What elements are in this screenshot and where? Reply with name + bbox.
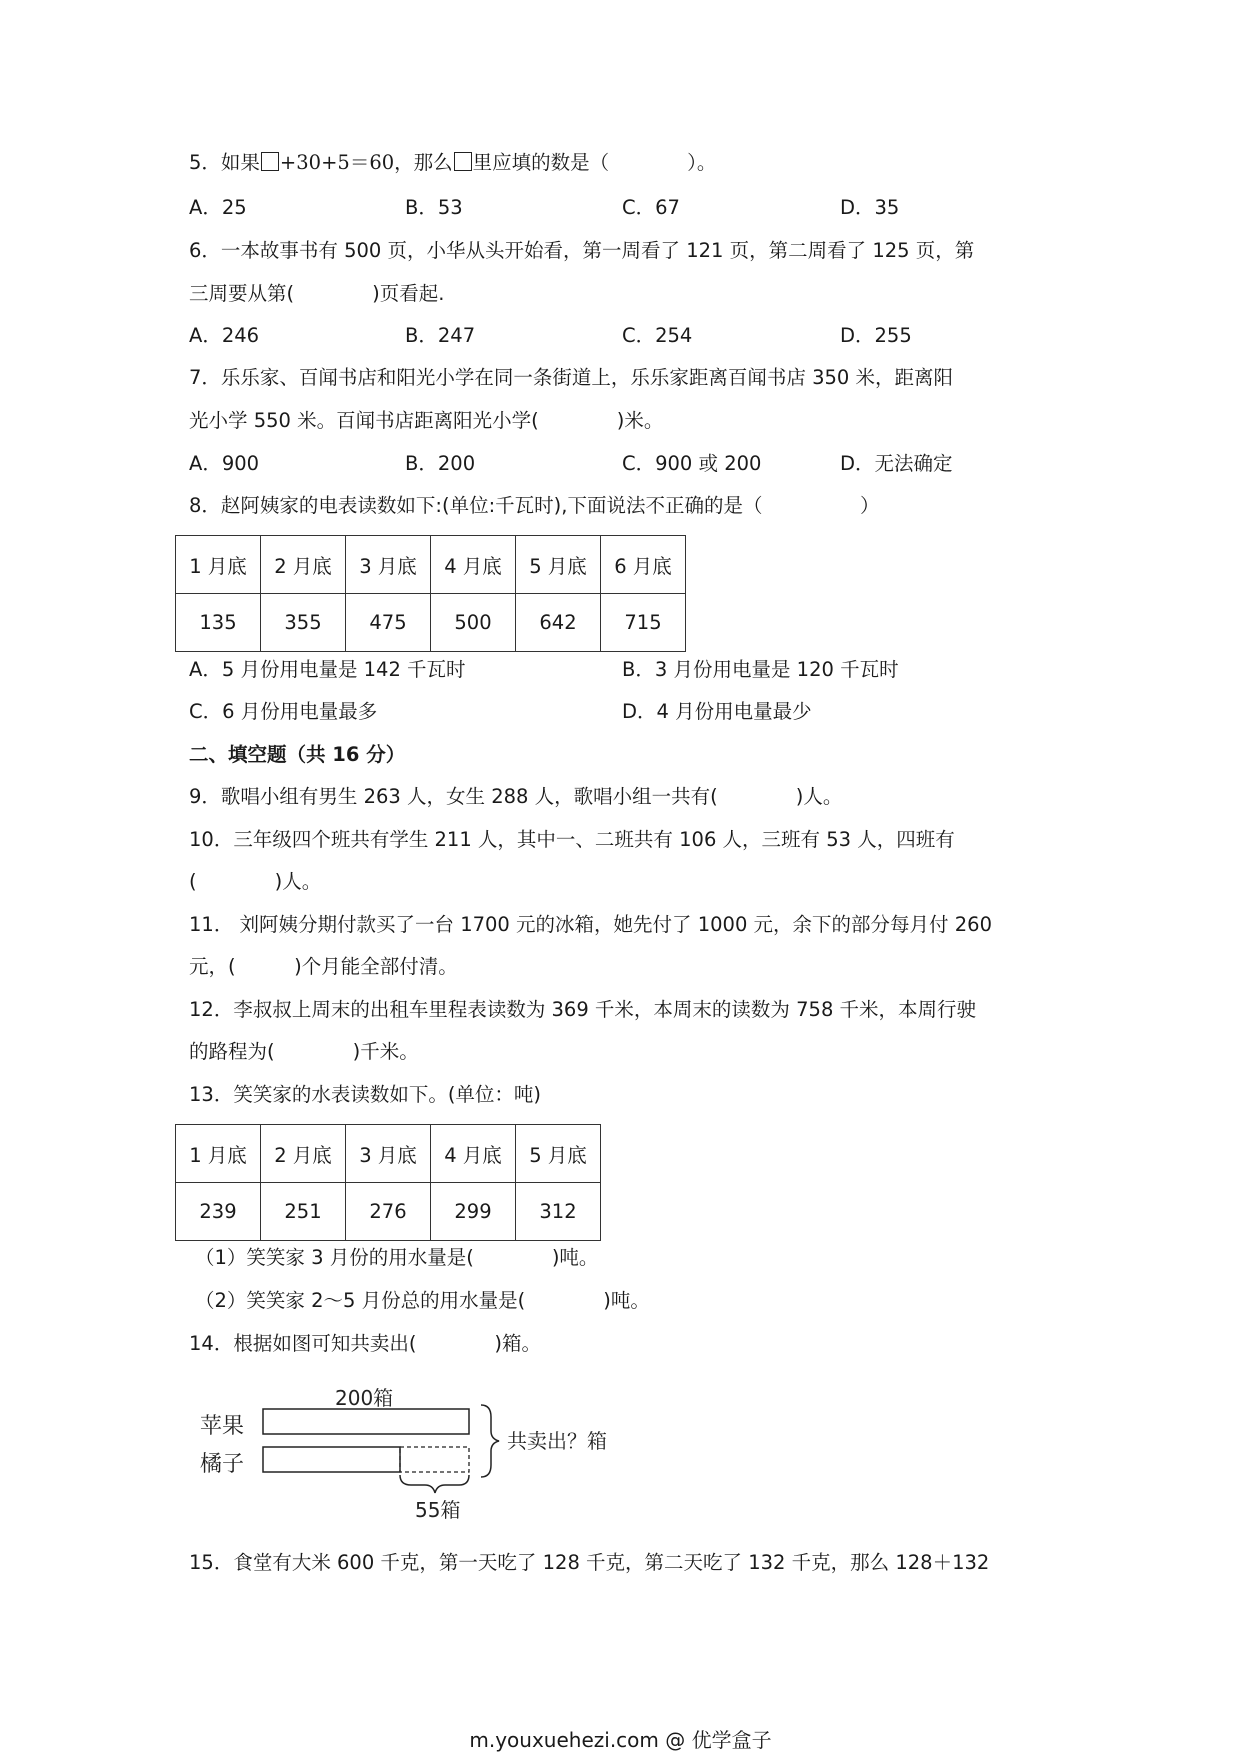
table-value-cell: 642 — [516, 594, 601, 652]
q11-line1: 11． 刘阿姨分期付款买了一台 1700 元的冰箱，她先付了 1000 元，余下的部分每月付 260 — [189, 913, 992, 936]
q12-line1: 12．李叔叔上周末的出租车里程表读数为 369 千米，本周末的读数为 758 千米，本周行驶 — [189, 998, 977, 1021]
water-meter-table — [175, 1124, 601, 1241]
q6-option-c: C．254 — [622, 324, 693, 347]
q6-option-a: A．246 — [189, 324, 260, 347]
section-title: 二、填空题（共 16 分） — [189, 743, 406, 766]
table-header-cell: 1 月底 — [176, 536, 261, 594]
electric-meter-table — [175, 535, 686, 652]
total-brace-icon — [481, 1405, 499, 1477]
q7-option-c: C．900 或 200 — [622, 452, 762, 475]
diagram-apple-label: 苹果 — [200, 1414, 245, 1439]
table-value-cell: 299 — [431, 1183, 516, 1241]
table-header-cell: 3 月底 — [346, 536, 431, 594]
q5-option-c: C．67 — [622, 196, 680, 219]
table-value-cell: 500 — [431, 594, 516, 652]
q6-line2: 三周要从第( )页看起. — [189, 282, 445, 305]
table-value-cell: 355 — [261, 594, 346, 652]
q5-text-a: 5．如果 — [189, 151, 260, 174]
q5-stem — [189, 149, 716, 177]
table-header-cell: 4 月底 — [431, 536, 516, 594]
q13-sub2: （2）笑笑家 2～5 月份总的用水量是( )吨。 — [195, 1289, 650, 1312]
table-header-cell: 1 月底 — [176, 1125, 261, 1183]
q5-option-b: B．53 — [405, 196, 463, 219]
table-value-cell: 239 — [176, 1183, 261, 1241]
q7-line2: 光小学 550 米。百闻书店距离阳光小学( )米。 — [189, 409, 664, 432]
table-header-cell: 3 月底 — [346, 1125, 431, 1183]
blank-square-icon — [454, 152, 472, 171]
table-value-cell: 475 — [346, 594, 431, 652]
diagram-top-label: 200箱 — [335, 1386, 394, 1410]
orange-difference-dashed — [400, 1447, 469, 1472]
q8-option-a: A．5 月份用电量是 142 千瓦时 — [189, 658, 466, 681]
q12-line2: 的路程为( )千米。 — [189, 1040, 419, 1063]
table-value-cell: 715 — [601, 594, 686, 652]
table-header-cell: 2 月底 — [261, 536, 346, 594]
q8-line1: 8．赵阿姨家的电表读数如下:(单位:千瓦时),下面说法不正确的是（ ） — [189, 494, 880, 517]
diagram-total-label: 共卖出？箱 — [507, 1429, 607, 1453]
q8-option-c: C．6 月份用电量最多 — [189, 700, 378, 723]
q10-line2: ( )人。 — [189, 870, 322, 893]
difference-brace-icon — [400, 1475, 469, 1493]
q5-option-d: D．35 — [840, 196, 900, 219]
sales-bar-diagram — [189, 1375, 639, 1529]
q7-option-b: B．200 — [405, 452, 476, 475]
q5-option-a: A．25 — [189, 196, 247, 219]
q9-line1: 9．歌唱小组有男生 263 人，女生 288 人，歌唱小组一共有( )人。 — [189, 785, 843, 808]
table-header-cell: 6 月底 — [601, 536, 686, 594]
q6-line1: 6．一本故事书有 500 页，小华从头开始看，第一周看了 121 页，第二周看了 125 页，第 — [189, 239, 975, 262]
q13-line1: 13．笑笑家的水表读数如下。(单位：吨) — [189, 1083, 542, 1106]
q8-option-d: D．4 月份用电量最少 — [622, 700, 812, 723]
q8-option-b: B．3 月份用电量是 120 千瓦时 — [622, 658, 899, 681]
q5-text-c: 里应填的数是（ ）。 — [472, 151, 717, 174]
table-value-cell: 251 — [261, 1183, 346, 1241]
q7-line1: 7．乐乐家、百闻书店和阳光小学在同一条街道上，乐乐家距离百闻书店 350 米，距离阳 — [189, 366, 954, 389]
table-value-cell: 312 — [516, 1183, 601, 1241]
footer-watermark: m.youxuehezi.com @ 优学盒子 — [469, 1728, 772, 1752]
table-header-cell: 5 月底 — [516, 536, 601, 594]
diagram-orange-label: 橘子 — [200, 1452, 245, 1477]
q13-sub1: （1）笑笑家 3 月份的用水量是( )吨。 — [195, 1246, 599, 1269]
q11-line2: 元，( )个月能全部付清。 — [189, 955, 458, 978]
q7-option-d: D．无法确定 — [840, 452, 953, 475]
q5-text-b: +30+5＝60，那么 — [279, 151, 453, 174]
orange-bar — [263, 1447, 400, 1472]
q6-option-b: B．247 — [405, 324, 476, 347]
diagram-bottom-label: 55箱 — [415, 1498, 461, 1522]
q10-line1: 10．三年级四个班共有学生 211 人，其中一、二班共有 106 人，三班有 53 人，四班有 — [189, 828, 955, 851]
table-value-cell: 135 — [176, 594, 261, 652]
table-header-cell: 5 月底 — [516, 1125, 601, 1183]
q7-option-a: A．900 — [189, 452, 260, 475]
q14-line1: 14．根据如图可知共卖出( )箱。 — [189, 1332, 542, 1355]
q6-option-d: D．255 — [840, 324, 912, 347]
table-value-cell: 276 — [346, 1183, 431, 1241]
table-header-cell: 2 月底 — [261, 1125, 346, 1183]
blank-square-icon — [261, 152, 279, 171]
apple-bar — [263, 1409, 469, 1434]
table-header-cell: 4 月底 — [431, 1125, 516, 1183]
q15-line1: 15．食堂有大米 600 千克，第一天吃了 128 千克，第二天吃了 132 千克，那么 128＋132 — [189, 1551, 990, 1574]
